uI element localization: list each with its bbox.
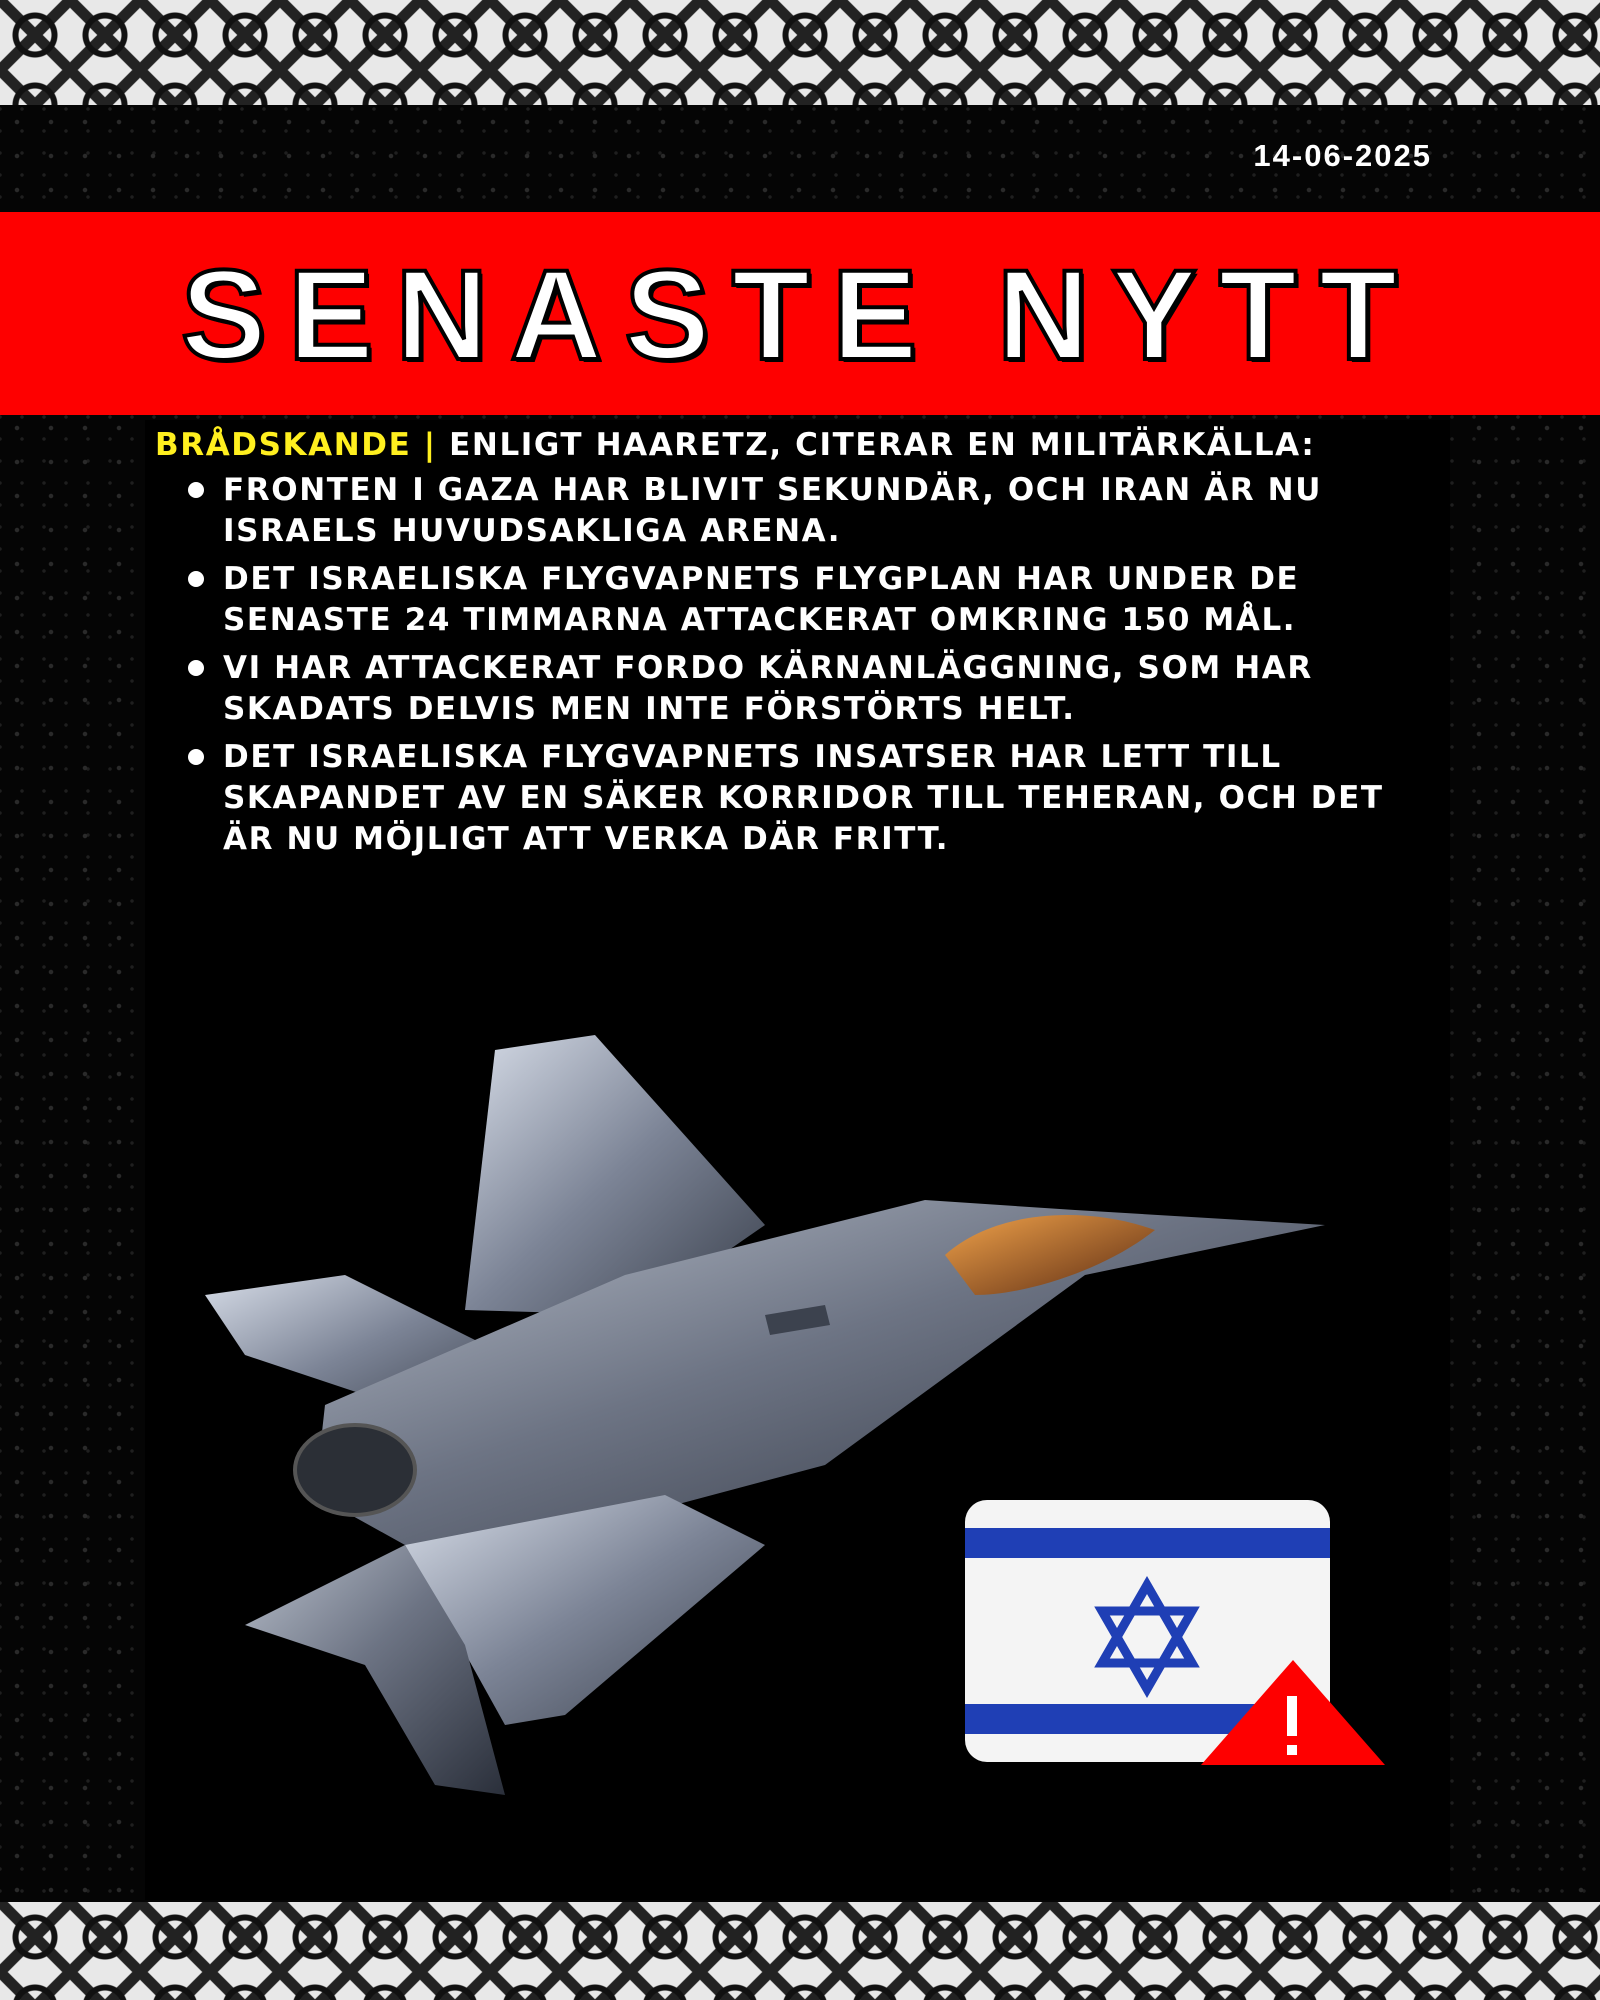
bullet-item: DET ISRAELISKA FLYGVAPNETS INSATSER HAR LETT TILL SKAPANDET AV EN SÄKER KORRIDOR TILL TEHERAN, OCH DET ÄR NU MÖJLIGT ATT VERKA DÄR FRITT.: [223, 737, 1415, 860]
intro-text: ENLIGT HAARETZ, CITERAR EN MILITÄRKÄLLA:: [436, 427, 1316, 463]
fuselage: [315, 1200, 1325, 1545]
engine-nozzle: [295, 1425, 415, 1515]
article-intro: [155, 425, 1415, 466]
bullet-item: FRONTEN I GAZA HAR BLIVIT SEKUNDÄR, OCH IRAN ÄR NU ISRAELS HUVUDSAKLIGA ARENA.: [223, 470, 1415, 552]
article-body: [155, 425, 1415, 867]
keffiyeh-pattern-bottom: [0, 1902, 1600, 2000]
bullet-list: [155, 470, 1415, 860]
headline-title: SENASTE NYTT: [180, 243, 1420, 387]
urgent-label: BRÅDSKANDE |: [155, 427, 437, 463]
keffiyeh-pattern-top: [0, 0, 1600, 105]
flag-stripe-top: [965, 1528, 1330, 1558]
post-date: 14-06-2025: [1253, 138, 1432, 173]
israel-flag-icon: [965, 1500, 1385, 1795]
bullet-item: VI HAR ATTACKERAT FORDO KÄRNANLÄGGNING, SOM HAR SKADATS DELVIS MEN INTE FÖRSTÖRTS HELT.: [223, 648, 1415, 730]
bullet-item: DET ISRAELISKA FLYGVAPNETS FLYGPLAN HAR UNDER DE SENASTE 24 TIMMARNA ATTACKERAT OMKRING 150 MÅL.: [223, 559, 1415, 641]
